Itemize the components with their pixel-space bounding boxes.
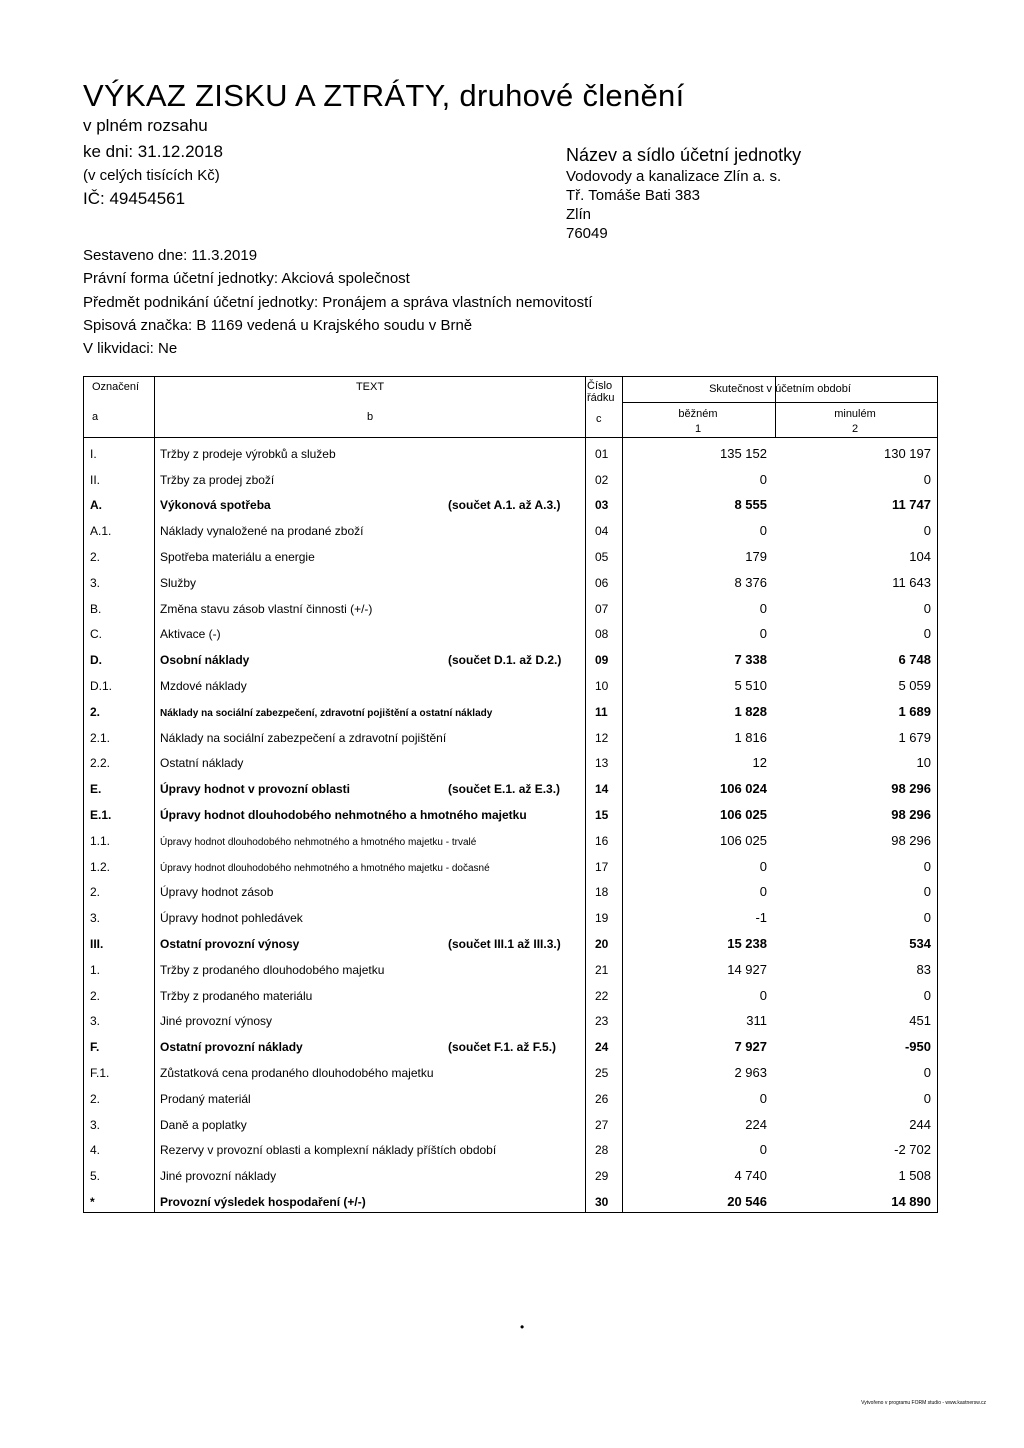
row-mark: E.1.: [90, 807, 112, 822]
row-line-number: 04: [595, 524, 609, 539]
row-sum-note: (součet F.1. až F.5.): [448, 1040, 557, 1055]
table-row: [84, 799, 937, 825]
table-row: [84, 1031, 937, 1057]
row-mark: B.: [90, 601, 102, 616]
row-text: Jiné provozní náklady: [160, 1169, 277, 1184]
row-previous-value: 98 296: [891, 781, 931, 797]
table-row: [84, 464, 937, 490]
row-current-value: 0: [759, 1142, 767, 1158]
row-previous-value: 451: [909, 1013, 931, 1029]
table-row: [84, 928, 937, 954]
header-mark-sub: a: [92, 411, 99, 423]
row-mark: 5.: [90, 1169, 101, 1184]
row-mark: I.: [90, 446, 97, 461]
table-row: [84, 541, 937, 567]
row-text: Úpravy hodnot dlouhodobého nehmotného a hmotného majetku: [160, 807, 527, 822]
row-current-value: 7 927: [734, 1039, 767, 1055]
row-previous-value: 6 748: [898, 652, 931, 668]
row-current-value: 5 510: [734, 677, 767, 693]
table-row: [84, 670, 937, 696]
row-previous-value: 0: [923, 987, 931, 1003]
row-mark: 2.: [90, 988, 101, 1003]
header-previous-sub: 2: [851, 423, 859, 435]
row-line-number: 12: [595, 730, 609, 745]
row-text: Úpravy hodnot zásob: [160, 885, 274, 900]
row-current-value: 4 740: [734, 1168, 767, 1184]
row-previous-value: 244: [909, 1116, 931, 1132]
row-current-value: 12: [752, 755, 767, 771]
row-current-value: 106 025: [720, 832, 767, 848]
row-line-number: 07: [595, 601, 609, 616]
row-line-number: 02: [595, 472, 609, 487]
header-text: TEXT: [355, 381, 385, 393]
row-text: Prodaný materiál: [160, 1091, 251, 1106]
row-text: Náklady na sociální zabezpečení a zdravotní pojištění: [160, 730, 447, 745]
report-date: ke dni: 31.12.2018: [83, 142, 223, 161]
row-current-value: 1 816: [734, 729, 767, 745]
row-previous-value: 10: [916, 755, 931, 771]
row-previous-value: 0: [923, 471, 931, 487]
row-text: Náklady na sociální zabezpečení, zdravotní pojištění a ostatní náklady: [160, 707, 493, 719]
entity-city: Zlín: [566, 206, 592, 223]
row-mark: 2.2.: [90, 756, 111, 771]
row-mark: 3.: [90, 1117, 101, 1132]
row-line-number: 26: [595, 1091, 609, 1106]
table-row: [84, 1109, 937, 1135]
row-current-value: 8 555: [734, 497, 767, 513]
row-previous-value: 534: [909, 935, 931, 951]
row-text: Spotřeba materiálu a energie: [160, 549, 315, 564]
row-text: Úpravy hodnot dlouhodobého nehmotného a hmotného majetku - trvalé: [160, 836, 477, 848]
file-number: Spisová značka: B 1169 vedená u Krajského soudu v Brně: [83, 317, 473, 334]
report-title: VÝKAZ ZISKU A ZTRÁTY, druhové členění: [83, 78, 685, 113]
row-mark: 1.1.: [90, 833, 111, 848]
row-sum-note: (součet E.1. až E.3.): [448, 782, 561, 797]
row-text: Tržby z prodaného materiálu: [160, 988, 313, 1003]
row-previous-value: 130 197: [884, 445, 931, 461]
row-text: Aktivace (-): [160, 627, 221, 642]
row-previous-value: 1 689: [898, 703, 931, 719]
table-row: [84, 619, 937, 645]
row-previous-value: 83: [916, 961, 931, 977]
row-previous-value: 0: [923, 600, 931, 616]
row-line-number: 28: [595, 1143, 609, 1158]
table-row: [84, 593, 937, 619]
row-line-number: 25: [595, 1065, 609, 1080]
footer-credit: Vytvořeno v programu FORM studio - www.kastnersw.cz: [861, 1400, 986, 1406]
row-text: Osobní náklady: [160, 653, 250, 668]
header-line-no-sub: c: [596, 413, 602, 425]
row-previous-value: 0: [923, 858, 931, 874]
row-mark: 2.: [90, 885, 101, 900]
row-current-value: 106 024: [720, 781, 767, 797]
row-mark: 2.1.: [90, 730, 111, 745]
table-row: [84, 722, 937, 748]
row-previous-value: 11 643: [892, 574, 931, 590]
row-text: Výkonová spotřeba: [160, 498, 271, 513]
row-line-number: 27: [595, 1117, 609, 1132]
row-previous-value: 98 296: [891, 806, 931, 822]
row-text: Provozní výsledek hospodaření (+/-): [160, 1194, 366, 1209]
row-current-value: 135 152: [720, 445, 767, 461]
table-row: [84, 490, 937, 516]
row-previous-value: -950: [904, 1039, 931, 1055]
header-line-no: Číslo řádku: [587, 380, 615, 404]
row-previous-value: 0: [923, 1064, 931, 1080]
row-mark: A.1.: [90, 524, 112, 539]
row-previous-value: 0: [923, 523, 931, 539]
row-current-value: 0: [759, 987, 767, 1003]
row-previous-value: 98 296: [891, 832, 931, 848]
row-sum-note: (součet A.1. až A.3.): [448, 498, 561, 513]
entity-name: Vodovody a kanalizace Zlín a. s.: [566, 168, 782, 185]
row-text: Ostatní náklady: [160, 756, 244, 771]
row-text: Ostatní provozní výnosy: [160, 936, 300, 951]
table-row: [84, 877, 937, 903]
row-line-number: 03: [595, 498, 609, 513]
table-row: [84, 748, 937, 774]
row-previous-value: 104: [909, 548, 931, 564]
table-row: [84, 567, 937, 593]
row-current-value: 1 828: [734, 703, 767, 719]
entity-zip: 76049: [566, 225, 608, 242]
row-line-number: 11: [595, 704, 608, 719]
row-previous-value: 0: [923, 910, 931, 926]
row-current-value: 0: [759, 1090, 767, 1106]
table-row: [84, 773, 937, 799]
row-line-number: 30: [595, 1194, 609, 1209]
business-subject: Předmět podnikání účetní jednotky: Pronájem a správa vlastních nemovitostí: [83, 294, 593, 311]
row-line-number: 17: [595, 859, 609, 874]
row-text: Zůstatková cena prodaného dlouhodobého majetku: [160, 1065, 434, 1080]
report-scope: v plném rozsahu: [83, 116, 208, 135]
row-line-number: 10: [595, 678, 609, 693]
row-mark: F.1.: [90, 1065, 110, 1080]
table-row: [84, 1057, 937, 1083]
row-line-number: 05: [595, 549, 609, 564]
row-text: Jiné provozní výnosy: [160, 1014, 273, 1029]
row-line-number: 20: [595, 936, 609, 951]
row-text: Tržby z prodaného dlouhodobého majetku: [160, 962, 385, 977]
table-row: [84, 954, 937, 980]
company-ico: IČ: 49454561: [83, 189, 186, 208]
entity-label: Název a sídlo účetní jednotky: [566, 145, 802, 165]
header-previous: minulém: [834, 408, 876, 420]
row-current-value: 0: [759, 523, 767, 539]
row-line-number: 18: [595, 885, 609, 900]
table-row: [84, 1006, 937, 1032]
row-mark: C.: [90, 627, 102, 642]
table-row: [84, 1186, 937, 1212]
row-sum-note: (součet III.1 až III.3.): [448, 936, 561, 951]
row-current-value: 14 927: [727, 961, 767, 977]
header-period: Skutečnost v účetním období: [709, 383, 851, 395]
table-body: [83, 438, 938, 1213]
entity-street: Tř. Tomáše Bati 383: [566, 187, 700, 204]
row-current-value: 0: [759, 626, 767, 642]
row-current-value: 179: [745, 548, 767, 564]
row-text: Změna stavu zásob vlastní činnosti (+/-): [160, 601, 373, 616]
row-line-number: 14: [595, 782, 609, 797]
row-line-number: 13: [595, 756, 609, 771]
row-text: Ostatní provozní náklady: [160, 1040, 303, 1055]
table-row: [84, 438, 937, 464]
row-text: Tržby za prodej zboží: [160, 472, 275, 487]
row-current-value: 0: [759, 858, 767, 874]
table-row: [84, 902, 937, 928]
table-row: [84, 1083, 937, 1109]
table-header: [83, 376, 938, 438]
report-units: (v celých tisících Kč): [83, 167, 220, 184]
legal-form: Právní forma účetní jednotky: Akciová společnost: [83, 270, 410, 287]
row-current-value: 15 238: [727, 935, 767, 951]
row-mark: 3.: [90, 911, 101, 926]
row-line-number: 08: [595, 627, 609, 642]
row-mark: 1.2.: [90, 859, 111, 874]
table-row: [84, 980, 937, 1006]
row-line-number: 16: [595, 833, 609, 848]
row-line-number: 24: [595, 1040, 609, 1055]
row-text: Daně a poplatky: [160, 1117, 247, 1132]
row-previous-value: 0: [923, 884, 931, 900]
header-text-sub: b: [366, 411, 374, 423]
row-previous-value: 14 890: [891, 1193, 931, 1209]
row-line-number: 21: [595, 962, 609, 977]
row-mark: D.1.: [90, 678, 113, 693]
row-current-value: 2 963: [734, 1064, 767, 1080]
row-mark: III.: [90, 936, 104, 951]
header-mark: Označení: [92, 381, 140, 393]
table-row: [84, 851, 937, 877]
row-current-value: 0: [759, 884, 767, 900]
row-previous-value: 11 747: [891, 497, 931, 513]
entity-block: [566, 143, 801, 243]
row-mark: 2.: [90, 549, 101, 564]
row-previous-value: 1 508: [898, 1168, 931, 1184]
row-mark: 1.: [90, 962, 101, 977]
row-previous-value: 0: [923, 626, 931, 642]
row-mark: E.: [90, 782, 102, 797]
row-mark: 4.: [90, 1143, 101, 1158]
header-current-sub: 1: [694, 423, 702, 435]
row-current-value: 7 338: [734, 652, 767, 668]
row-mark: A.: [90, 498, 102, 513]
row-text: Úpravy hodnot v provozní oblasti: [160, 782, 351, 797]
table-row: [84, 515, 937, 541]
row-mark: 2.: [90, 704, 101, 719]
row-line-number: 29: [595, 1169, 609, 1184]
row-text: Náklady vynaložené na prodané zboží: [160, 524, 364, 539]
table-row: [84, 696, 937, 722]
row-current-value: 0: [759, 600, 767, 616]
row-mark: F.: [90, 1040, 100, 1055]
row-text: Mzdové náklady: [160, 678, 247, 693]
row-mark: D.: [90, 653, 102, 668]
row-text: Tržby z prodeje výrobků a služeb: [160, 446, 336, 461]
row-current-value: 106 025: [720, 806, 767, 822]
row-text: Služby: [160, 575, 197, 590]
row-line-number: 01: [595, 446, 609, 461]
table-row: [84, 825, 937, 851]
row-current-value: 8 376: [734, 574, 767, 590]
row-current-value: -1: [755, 910, 767, 926]
row-line-number: 22: [595, 988, 609, 1003]
row-line-number: 15: [595, 807, 609, 822]
row-text: Úpravy hodnot dlouhodobého nehmotného a hmotného majetku - dočasné: [160, 862, 490, 874]
compiled-date: Sestaveno dne: 11.3.2019: [83, 247, 258, 264]
row-current-value: 224: [745, 1116, 767, 1132]
row-current-value: 0: [759, 471, 767, 487]
row-text: Úpravy hodnot pohledávek: [160, 911, 303, 926]
table-row: [84, 644, 937, 670]
row-line-number: 23: [595, 1014, 609, 1029]
row-line-number: 06: [595, 575, 609, 590]
row-previous-value: -2 702: [894, 1142, 931, 1158]
row-line-number: 09: [595, 653, 609, 668]
row-mark: 3.: [90, 575, 101, 590]
row-previous-value: 1 679: [898, 729, 931, 745]
row-current-value: 311: [746, 1013, 767, 1029]
table-row: [84, 1135, 937, 1161]
header-current: běžném: [678, 408, 718, 420]
table-row: [84, 1160, 937, 1186]
row-previous-value: 0: [923, 1090, 931, 1106]
row-sum-note: (součet D.1. až D.2.): [448, 653, 562, 668]
row-mark: *: [90, 1194, 95, 1209]
row-mark: II.: [90, 472, 101, 487]
liquidation-status: V likvidaci: Ne: [83, 340, 178, 357]
row-previous-value: 5 059: [898, 677, 931, 693]
row-mark: 2.: [90, 1091, 101, 1106]
stray-dot: •: [520, 1320, 525, 1334]
row-mark: 3.: [90, 1014, 101, 1029]
row-line-number: 19: [595, 911, 609, 926]
row-current-value: 20 546: [727, 1193, 767, 1209]
row-text: Rezervy v provozní oblasti a komplexní náklady příštích období: [160, 1143, 497, 1158]
